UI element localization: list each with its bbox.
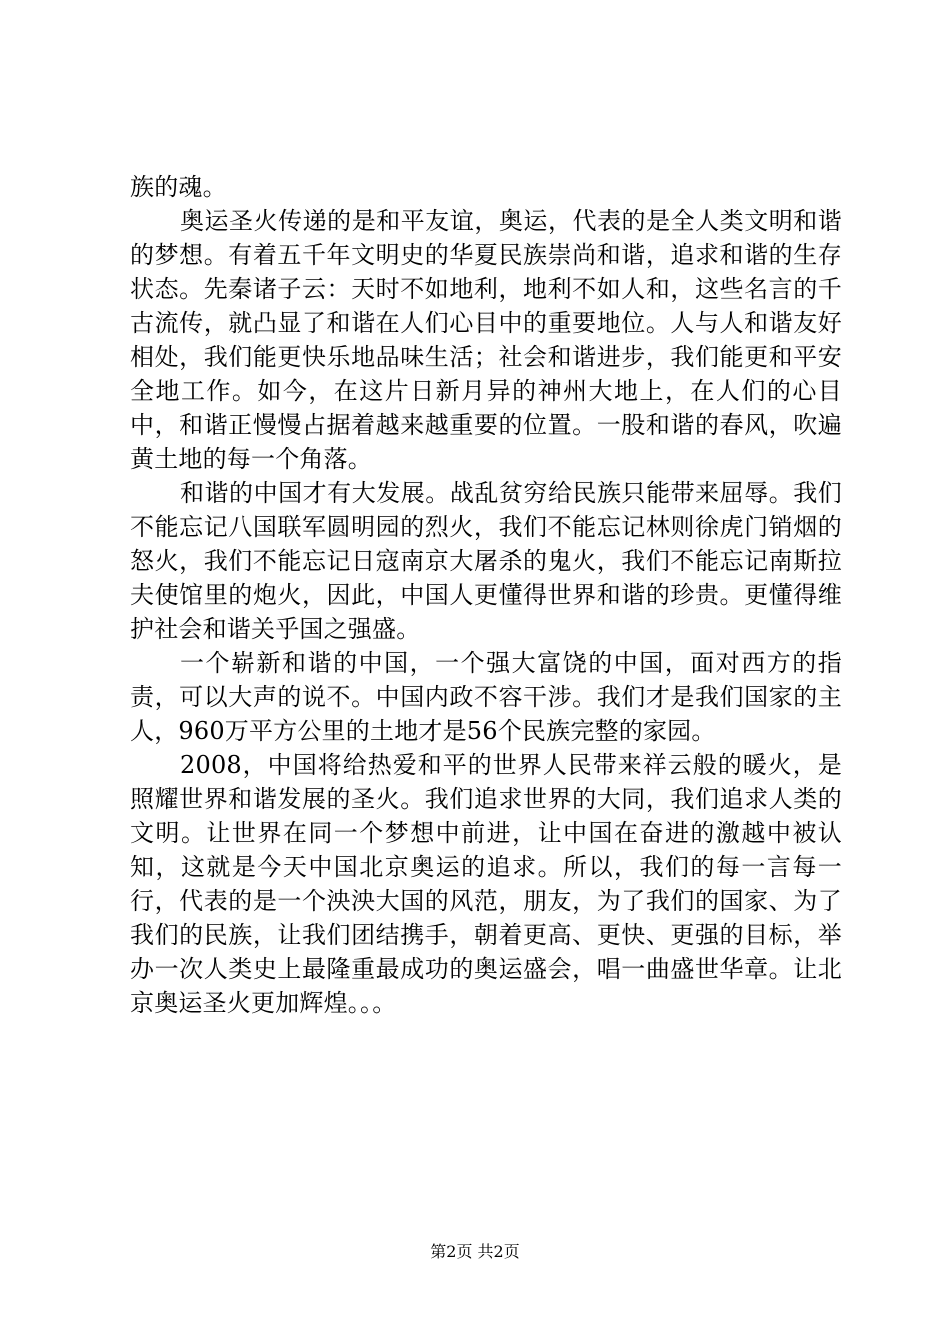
paragraph: 奥运圣火传递的是和平友谊，奥运，代表的是全人类文明和谐的梦想。有着五千年文明史的华夏民族崇尚和谐，追求和谐的生存状态。先秦诸子云：天时不如地利，地利不如人和，这些名言的千古流传，就凸显了和谐在人们心目中的重要地位。人与人和谐友好相处，我们能更快乐地品味生活；社会和谐进步，我们能更和平安全地工作。如今，在这片日新月异的神州大地上，在人们的心目中，和谐正慢慢占据着越来越重要的位置。一股和谐的春风，吹遍黄土地的每一个角落。: [130, 207, 842, 473]
paragraph: 一个崭新和谐的中国，一个强大富饶的中国，面对西方的指责，可以大声的说不。中国内政不容干涉。我们才是我们国家的主人，960万平方公里的土地才是56个民族完整的家园。: [130, 649, 842, 745]
paragraph: 族的魂。: [130, 173, 227, 201]
paragraph: 和谐的中国才有大发展。战乱贫穷给民族只能带来屈辱。我们不能忘记八国联军圆明园的烈火，我们不能忘记林则徐虎门销烟的怒火，我们不能忘记日寇南京大屠杀的鬼火，我们不能忘记南斯拉夫使馆里的炮火，因此，中国人更懂得世界和谐的珍贵。更懂得维护社会和谐关乎国之强盛。: [130, 479, 842, 643]
page-number: 第2页 共2页: [430, 1242, 520, 1261]
page-footer: [0, 1242, 950, 1262]
document-body: [130, 170, 842, 1020]
paragraph: 2008，中国将给热爱和平的世界人民带来祥云般的暖火，是照耀世界和谐发展的圣火。我们追求世界的大同，我们追求人类的文明。让世界在同一个梦想中前进，让中国在奋进的激越中被认知，这就是今天中国北京奥运的追求。所以，我们的每一言每一行，代表的是一个泱泱大国的风范，朋友，为了我们的国家、为了我们的民族，让我们团结携手，朝着更高、更快、更强的目标，举办一次人类史上最隆重最成功的奥运盛会，唱一曲盛世华章。让北京奥运圣火更加辉煌。。。: [130, 751, 842, 1017]
